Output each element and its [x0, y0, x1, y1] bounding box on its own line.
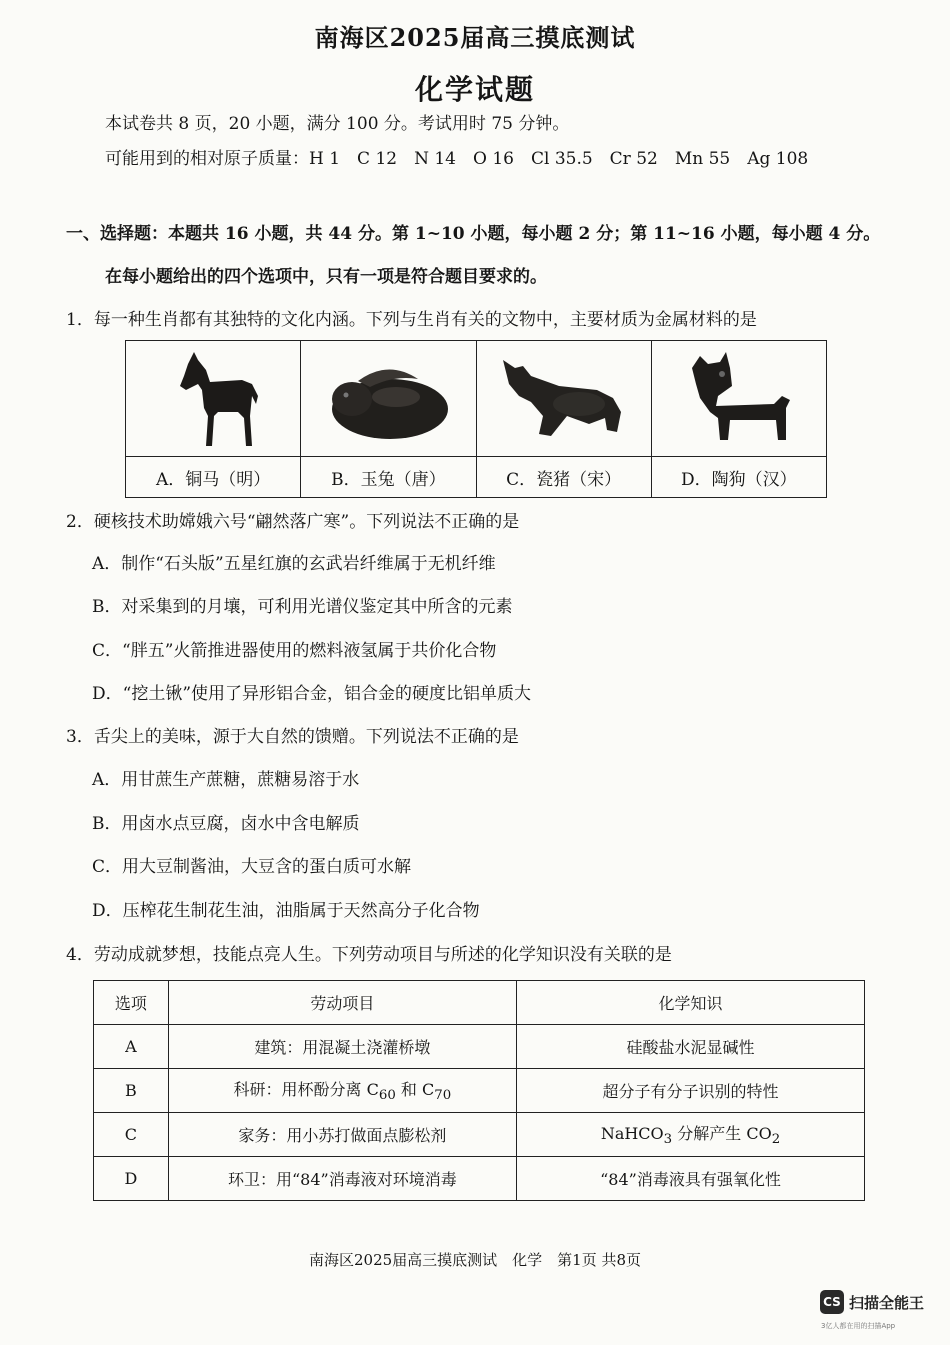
relic-option-d[interactable]: [652, 341, 826, 497]
relic-label: A．铜马（明）: [155, 469, 271, 490]
question-3-option-b[interactable]: B．用卤水点豆腐，卤水中含电解质: [92, 814, 360, 834]
table-row[interactable]: [94, 1157, 865, 1201]
question-4-stem: 4．劳动成就梦想，技能点亮人生。下列劳动项目与所述的化学知识没有关联的是: [66, 945, 672, 965]
camscanner-tagline: 3亿人都在用的扫描App: [821, 1322, 896, 1330]
exam-title: 南海区2025届高三摸底测试: [314, 23, 636, 52]
question-4-table: [93, 980, 865, 1201]
relic-option-c[interactable]: [477, 341, 652, 497]
porcelain-pig-icon: [477, 341, 651, 457]
table-row[interactable]: [94, 1069, 865, 1113]
table-header-row: [94, 981, 865, 1025]
pottery-dog-icon: [652, 341, 826, 457]
column-header: 化学知识: [517, 981, 865, 1025]
chem-knowledge: 硅酸盐水泥显碱性: [517, 1025, 865, 1069]
table-row[interactable]: [94, 1113, 865, 1157]
page-footer: 南海区2025届高三摸底测试 化学 第1页 共8页: [308, 1251, 642, 1269]
option-letter: C: [94, 1113, 169, 1157]
relic-label: B．玉兔（唐）: [331, 469, 446, 490]
table-row[interactable]: [94, 1025, 865, 1069]
question-3-option-d[interactable]: D．压榨花生制花生油，油脂属于天然高分子化合物: [92, 901, 480, 921]
question-3-stem: 3．舌尖上的美味，源于大自然的馈赠。下列说法不正确的是: [66, 727, 519, 747]
relic-option-b[interactable]: [301, 341, 476, 497]
labor-item: 环卫：用“84”消毒液对环境消毒: [168, 1157, 516, 1201]
exam-info: 本试卷共 8 页，20 小题，满分 100 分。考试用时 75 分钟。: [105, 114, 570, 134]
question-2-stem: 2．硬核技术助嫦娥六号“翩然落广寒”。下列说法不正确的是: [66, 512, 520, 532]
jade-rabbit-icon: [301, 341, 475, 457]
question-3-option-c[interactable]: C．用大豆制酱油，大豆含的蛋白质可水解: [92, 857, 412, 877]
camscanner-logo-icon: CS: [820, 1290, 844, 1314]
chem-knowledge: “84”消毒液具有强氧化性: [517, 1157, 865, 1201]
camscanner-name: 扫描全能王: [849, 1293, 925, 1312]
question-3-option-a[interactable]: A．用甘蔗生产蔗糖，蔗糖易溶于水: [92, 770, 360, 790]
option-letter: A: [94, 1025, 169, 1069]
section-heading: 一、选择题：本题共 16 小题，共 44 分。第 1~10 小题，每小题 2 分；第 11~16 小题，每小题 4 分。: [66, 224, 881, 244]
labor-item: 科研：用杯酚分离 $C_{60}$ 和 $C_{70}$: [168, 1069, 516, 1113]
option-letter: B: [94, 1069, 169, 1113]
column-header: 选项: [94, 981, 169, 1025]
chem-knowledge: 超分子有分子识别的特性: [517, 1069, 865, 1113]
question-2-option-b[interactable]: B．对采集到的月壤，可利用光谱仪鉴定其中所含的元素: [92, 597, 513, 617]
camscanner-watermark: [820, 1290, 924, 1314]
question-1-relic-table: [125, 340, 827, 498]
question-1-stem: 1．每一种生肖都有其独特的文化内涵。下列与生肖有关的文物中，主要材质为金属材料的是: [66, 310, 757, 330]
question-2-option-c[interactable]: C．“胖五”火箭推进器使用的燃料液氢属于共价化合物: [92, 641, 497, 661]
bronze-horse-icon: [126, 341, 300, 457]
column-header: 劳动项目: [168, 981, 516, 1025]
option-letter: D: [94, 1157, 169, 1201]
labor-item: 建筑：用混凝土浇灌桥墩: [168, 1025, 516, 1069]
relic-label: D．陶狗（汉）: [681, 469, 797, 490]
relic-option-a[interactable]: [126, 341, 301, 497]
relic-label: C．瓷猪（宋）: [506, 469, 622, 490]
subject-title: 化学试题: [414, 73, 535, 106]
section-instruction: 在每小题给出的四个选项中，只有一项是符合题目要求的。: [105, 267, 547, 287]
chem-knowledge: NaHCO$_3$ 分解产生 $CO_2$: [517, 1113, 865, 1157]
atomic-masses: 可能用到的相对原子质量：H 1 C 12 N 14 O 16 Cl 35.5 Cr 52 Mn 55 Ag 108: [105, 149, 809, 169]
labor-item: 家务：用小苏打做面点膨松剂: [168, 1113, 516, 1157]
question-2-option-a[interactable]: A．制作“石头版”五星红旗的玄武岩纤维属于无机纤维: [92, 554, 496, 574]
question-2-option-d[interactable]: D．“挖土锹”使用了异形铝合金，铝合金的硬度比铝单质大: [92, 684, 532, 704]
